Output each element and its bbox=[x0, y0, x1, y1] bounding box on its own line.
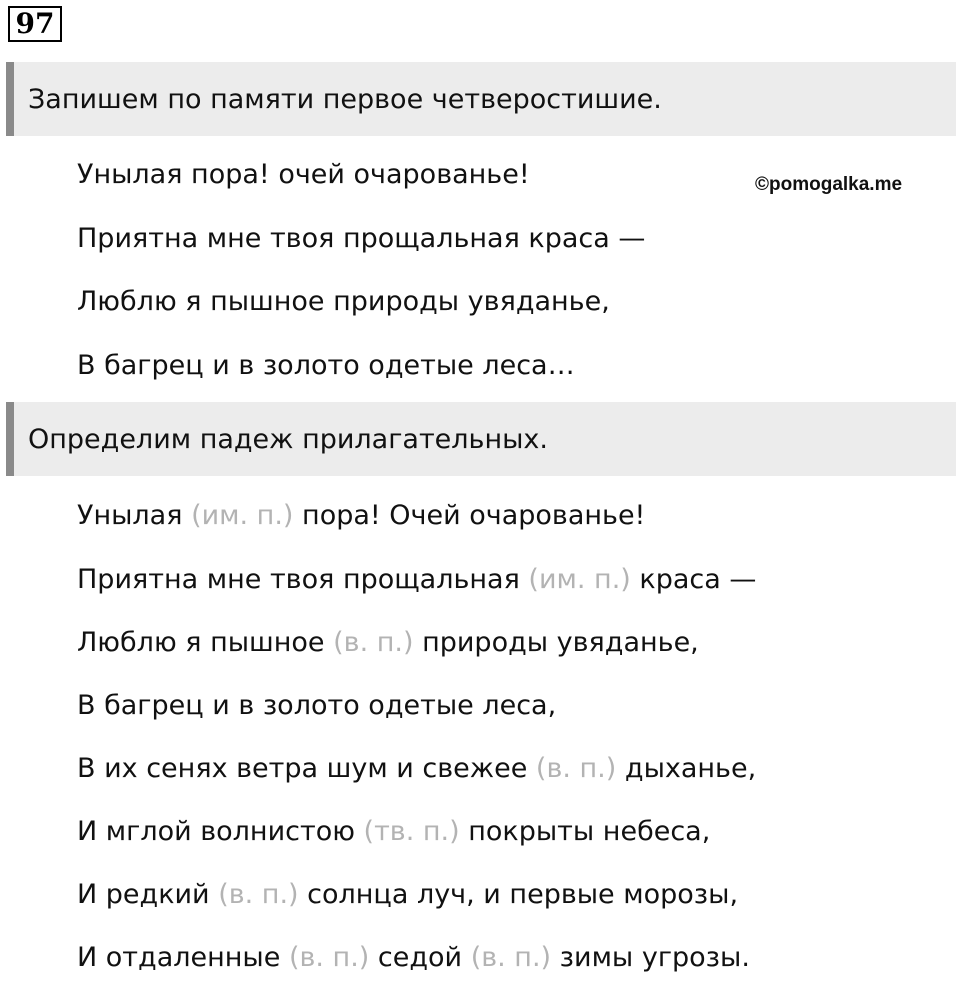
poem-line: Унылая пора! очей очарованье! bbox=[77, 159, 530, 190]
line-text: В багрец и в золото одетые леса, bbox=[77, 690, 557, 721]
line-text: седой bbox=[369, 942, 471, 973]
annotated-poem-line bbox=[77, 941, 750, 975]
section-heading-memory bbox=[6, 62, 956, 136]
case-annotation: (в. п.) bbox=[333, 627, 414, 658]
line-text: природы увяданье, bbox=[413, 627, 699, 658]
line-text: дыханье, bbox=[616, 753, 757, 784]
case-annotation: (в. п.) bbox=[288, 942, 370, 973]
line-text: солнца луч, и первые морозы, bbox=[298, 879, 739, 910]
line-text: И отдаленные bbox=[77, 942, 289, 973]
case-annotation: (в. п.) bbox=[218, 879, 299, 910]
line-text: И редкий bbox=[77, 879, 219, 910]
case-annotation: (им. п.) bbox=[528, 564, 631, 595]
annotated-poem-line bbox=[77, 752, 756, 786]
line-text: зимы угрозы. bbox=[551, 942, 750, 973]
line-text: Унылая bbox=[77, 500, 192, 531]
case-annotation: (им. п.) bbox=[191, 500, 294, 531]
annotated-poem-line bbox=[77, 815, 710, 849]
line-text: В их сенях ветра шум и свежее bbox=[77, 753, 536, 784]
poem-line: Приятна мне твоя прощальная краса — bbox=[77, 223, 646, 254]
line-text: покрыты небеса, bbox=[459, 816, 711, 847]
task-number: 97 bbox=[8, 6, 62, 42]
poem-line: В багрец и в золото одетые леса… bbox=[77, 350, 575, 381]
annotated-poem-line bbox=[77, 563, 756, 597]
line-text: И мглой волнистою bbox=[77, 816, 364, 847]
line-text: Приятна мне твоя прощальная bbox=[77, 564, 529, 595]
case-annotation: (в. п.) bbox=[535, 753, 617, 784]
case-annotation: (тв. п.) bbox=[363, 816, 460, 847]
annotated-poem-line bbox=[77, 689, 556, 723]
watermark: ©pomogalka.me bbox=[755, 174, 903, 195]
annotated-poem-line bbox=[77, 626, 699, 660]
line-text: пора! Очей очарованье! bbox=[293, 500, 646, 531]
line-text: Люблю я пышное bbox=[77, 627, 334, 658]
annotated-poem-line bbox=[77, 878, 738, 912]
line-text: краса — bbox=[630, 564, 757, 595]
section-heading-text: Определим падеж прилагательных. bbox=[28, 424, 548, 455]
poem-line: Люблю я пышное природы увяданье, bbox=[77, 286, 610, 317]
annotated-poem-line bbox=[77, 499, 645, 533]
case-annotation: (в. п.) bbox=[470, 942, 552, 973]
section-heading-text: Запишем по памяти первое четверостишие. bbox=[28, 84, 662, 115]
section-heading-cases bbox=[6, 402, 956, 476]
